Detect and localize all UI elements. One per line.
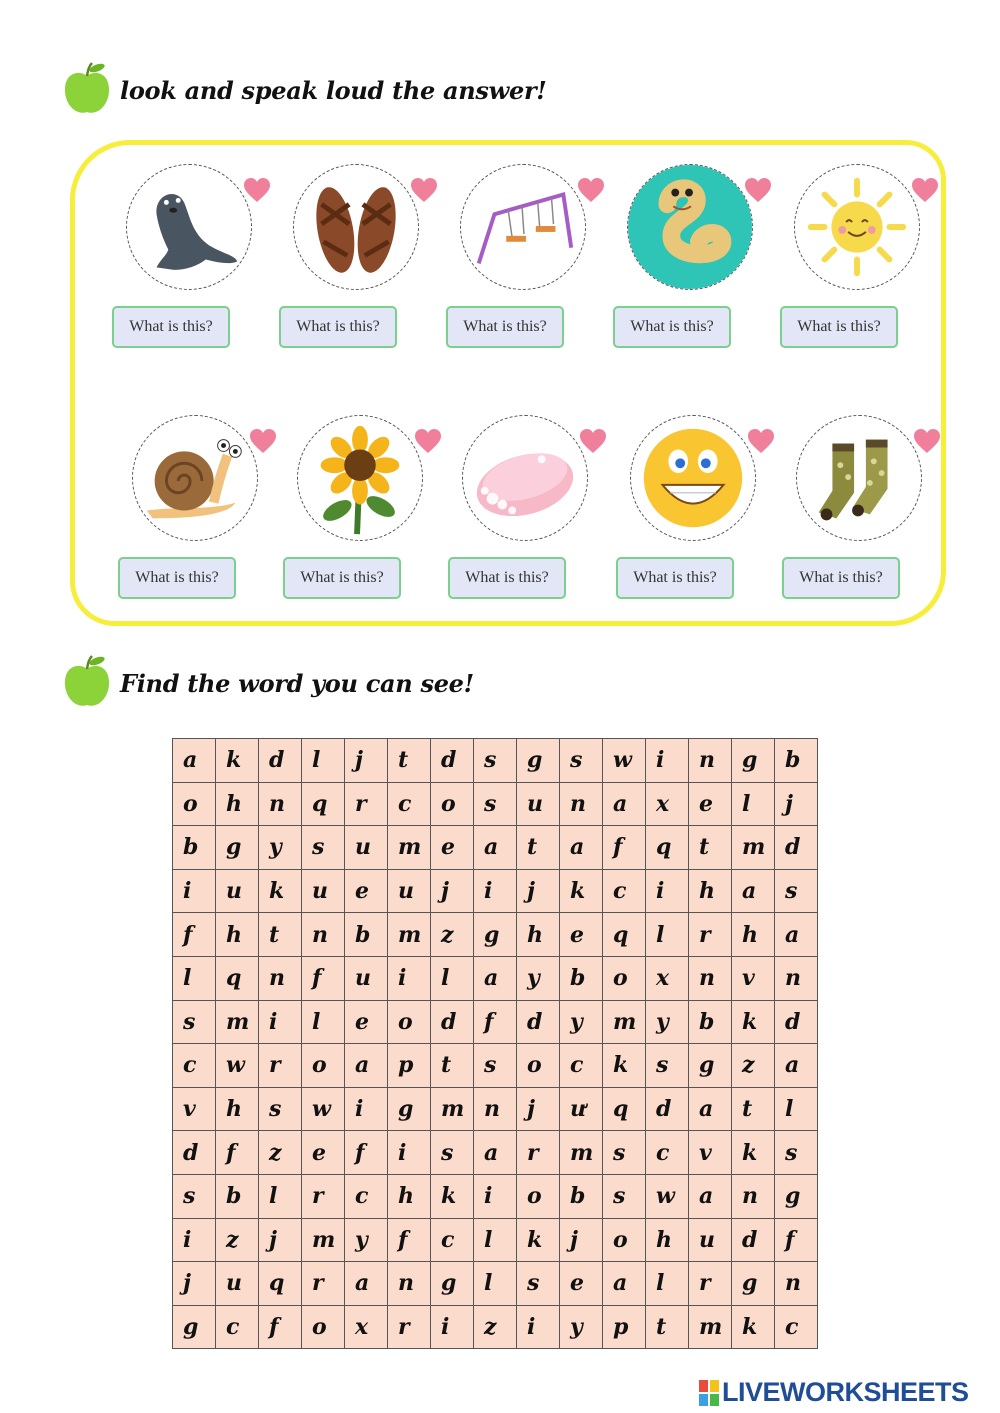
grid-cell[interactable]: u — [216, 1262, 259, 1306]
grid-cell[interactable]: v — [732, 956, 775, 1000]
section-title: Find the word you can see! — [120, 668, 474, 698]
grid-cell[interactable]: s — [259, 1087, 302, 1131]
grid-cell[interactable]: d — [775, 826, 818, 870]
grid-cell[interactable]: e — [560, 913, 603, 957]
grid-cell[interactable]: i — [646, 739, 689, 783]
grid-cell[interactable]: l — [474, 1218, 517, 1262]
grid-cell[interactable]: z — [732, 1044, 775, 1088]
grid-cell[interactable]: l — [259, 1174, 302, 1218]
grid-cell[interactable]: f — [603, 826, 646, 870]
grid-cell[interactable]: s — [173, 1174, 216, 1218]
sunflower-picture — [297, 415, 423, 541]
heart-icon — [746, 427, 776, 455]
grid-cell[interactable]: s — [603, 1131, 646, 1175]
grid-cell[interactable]: s — [431, 1131, 474, 1175]
sandals-picture — [293, 164, 419, 290]
grid-cell[interactable]: i — [431, 1305, 474, 1349]
grid-cell[interactable]: o — [603, 1218, 646, 1262]
heart-icon — [576, 176, 606, 204]
grid-row — [173, 782, 818, 826]
grid-cell[interactable]: k — [732, 1131, 775, 1175]
grid-cell[interactable]: a — [345, 1262, 388, 1306]
grid-cell[interactable]: a — [775, 1044, 818, 1088]
card-socks — [774, 415, 944, 615]
grid-cell[interactable]: c — [560, 1044, 603, 1088]
grid-cell[interactable]: s — [517, 1262, 560, 1306]
grid-cell[interactable]: o — [388, 1000, 431, 1044]
grid-cell[interactable]: c — [345, 1174, 388, 1218]
grid-cell[interactable]: p — [603, 1305, 646, 1349]
grid-cell[interactable]: b — [689, 1000, 732, 1044]
grid-cell[interactable]: n — [474, 1087, 517, 1131]
grid-cell[interactable]: r — [259, 1044, 302, 1088]
grid-cell[interactable]: m — [302, 1218, 345, 1262]
grid-cell[interactable]: s — [173, 1000, 216, 1044]
grid-cell[interactable]: h — [517, 913, 560, 957]
grid-cell[interactable]: s — [646, 1044, 689, 1088]
grid-cell[interactable]: q — [646, 826, 689, 870]
grid-cell[interactable]: i — [517, 1305, 560, 1349]
grid-cell[interactable]: g — [474, 913, 517, 957]
grid-cell[interactable]: m — [431, 1087, 474, 1131]
what-is-this-button[interactable]: What is this? — [448, 557, 566, 599]
grid-cell[interactable]: d — [646, 1087, 689, 1131]
apple-icon — [62, 62, 112, 118]
heart-icon — [578, 427, 608, 455]
grid-cell[interactable]: o — [517, 1174, 560, 1218]
grid-cell[interactable]: ư — [560, 1087, 603, 1131]
grid-cell[interactable]: t — [388, 739, 431, 783]
grid-cell[interactable]: k — [603, 1044, 646, 1088]
grid-cell[interactable]: s — [603, 1174, 646, 1218]
grid-cell[interactable]: t — [646, 1305, 689, 1349]
what-is-this-button[interactable]: What is this? — [446, 306, 564, 348]
grid-cell[interactable]: m — [388, 826, 431, 870]
grid-cell[interactable]: h — [216, 1087, 259, 1131]
grid-row — [173, 1131, 818, 1175]
grid-cell[interactable]: l — [646, 1262, 689, 1306]
grid-cell[interactable]: g — [216, 826, 259, 870]
card-sunflower — [275, 415, 445, 615]
grid-cell[interactable]: n — [689, 956, 732, 1000]
grid-cell[interactable]: b — [173, 826, 216, 870]
grid-cell[interactable]: t — [431, 1044, 474, 1088]
grid-cell[interactable]: i — [345, 1087, 388, 1131]
grid-cell[interactable]: f — [474, 1000, 517, 1044]
grid-cell[interactable]: k — [431, 1174, 474, 1218]
grid-cell[interactable]: f — [302, 956, 345, 1000]
what-is-this-button[interactable]: What is this? — [782, 557, 900, 599]
grid-cell[interactable]: r — [689, 1262, 732, 1306]
grid-cell[interactable]: i — [259, 1000, 302, 1044]
smile-picture — [630, 415, 756, 541]
heart-icon — [409, 176, 439, 204]
grid-cell[interactable]: k — [259, 869, 302, 913]
grid-cell[interactable]: e — [689, 782, 732, 826]
grid-row — [173, 1087, 818, 1131]
grid-cell[interactable]: m — [560, 1131, 603, 1175]
grid-cell[interactable]: h — [216, 913, 259, 957]
grid-cell[interactable]: b — [775, 739, 818, 783]
grid-cell[interactable]: c — [775, 1305, 818, 1349]
grid-cell[interactable]: i — [173, 869, 216, 913]
grid-cell[interactable]: r — [388, 1305, 431, 1349]
swing-picture — [460, 164, 586, 290]
grid-cell[interactable]: s — [560, 739, 603, 783]
grid-row — [173, 1218, 818, 1262]
grid-cell[interactable]: u — [689, 1218, 732, 1262]
grid-cell[interactable]: d — [775, 1000, 818, 1044]
section-title: look and speak loud the answer! — [120, 75, 547, 105]
grid-cell[interactable]: u — [302, 869, 345, 913]
grid-cell[interactable]: t — [517, 826, 560, 870]
grid-cell[interactable]: g — [732, 739, 775, 783]
grid-cell[interactable]: d — [259, 739, 302, 783]
grid-cell[interactable]: z — [474, 1305, 517, 1349]
grid-row — [173, 956, 818, 1000]
grid-cell[interactable]: r — [302, 1262, 345, 1306]
grid-cell[interactable]: f — [388, 1218, 431, 1262]
grid-cell[interactable]: a — [603, 782, 646, 826]
grid-cell[interactable]: q — [259, 1262, 302, 1306]
grid-cell[interactable]: j — [173, 1262, 216, 1306]
grid-cell[interactable]: r — [345, 782, 388, 826]
grid-cell[interactable]: s — [775, 1131, 818, 1175]
socks-picture — [796, 415, 922, 541]
grid-cell[interactable]: c — [603, 869, 646, 913]
grid-cell[interactable]: m — [732, 826, 775, 870]
grid-cell[interactable]: s — [775, 869, 818, 913]
grid-cell[interactable]: u — [216, 869, 259, 913]
grid-cell[interactable]: x — [646, 782, 689, 826]
grid-cell[interactable]: q — [603, 1087, 646, 1131]
grid-cell[interactable]: d — [173, 1131, 216, 1175]
grid-row — [173, 1044, 818, 1088]
grid-cell[interactable]: s — [302, 826, 345, 870]
what-is-this-button[interactable]: What is this? — [112, 306, 230, 348]
grid-cell[interactable]: i — [474, 1174, 517, 1218]
grid-cell[interactable]: n — [259, 956, 302, 1000]
grid-cell[interactable]: h — [732, 913, 775, 957]
grid-cell[interactable]: i — [388, 956, 431, 1000]
grid-cell[interactable]: y — [517, 956, 560, 1000]
grid-cell[interactable]: l — [302, 739, 345, 783]
grid-cell[interactable]: a — [474, 1131, 517, 1175]
grid-cell[interactable]: w — [603, 739, 646, 783]
grid-cell[interactable]: n — [775, 956, 818, 1000]
grid-cell[interactable]: w — [646, 1174, 689, 1218]
grid-cell[interactable]: b — [345, 913, 388, 957]
grid-cell[interactable]: j — [775, 782, 818, 826]
grid-cell[interactable]: a — [345, 1044, 388, 1088]
grid-cell[interactable]: a — [560, 826, 603, 870]
grid-row — [173, 739, 818, 783]
grid-cell[interactable]: k — [216, 739, 259, 783]
grid-cell[interactable]: f — [216, 1131, 259, 1175]
grid-cell[interactable]: h — [646, 1218, 689, 1262]
grid-cell[interactable]: a — [173, 739, 216, 783]
grid-cell[interactable]: v — [173, 1087, 216, 1131]
blocks-logo-icon — [698, 1379, 720, 1407]
grid-cell[interactable]: j — [345, 739, 388, 783]
grid-cell[interactable]: s — [474, 739, 517, 783]
heart-icon — [413, 427, 443, 455]
grid-cell[interactable]: i — [388, 1131, 431, 1175]
snail-picture — [132, 415, 258, 541]
grid-cell[interactable]: e — [345, 869, 388, 913]
what-is-this-button[interactable]: What is this? — [279, 306, 397, 348]
grid-cell[interactable]: g — [517, 739, 560, 783]
grid-cell[interactable]: j — [517, 1087, 560, 1131]
grid-cell[interactable]: n — [732, 1174, 775, 1218]
grid-cell[interactable]: l — [302, 1000, 345, 1044]
grid-cell[interactable]: r — [689, 913, 732, 957]
grid-cell[interactable]: z — [216, 1218, 259, 1262]
grid-cell[interactable]: h — [689, 869, 732, 913]
grid-cell[interactable]: o — [302, 1305, 345, 1349]
grid-cell[interactable]: c — [216, 1305, 259, 1349]
what-is-this-button[interactable]: What is this? — [283, 557, 401, 599]
seal-picture — [126, 164, 252, 290]
card-smile — [608, 415, 778, 615]
grid-cell[interactable]: d — [431, 1000, 474, 1044]
card-snail — [110, 415, 280, 615]
grid-cell[interactable]: y — [560, 1000, 603, 1044]
card-sun — [772, 164, 942, 364]
grid-row — [173, 913, 818, 957]
card-swing — [438, 164, 608, 364]
word-search-grid — [172, 738, 818, 1349]
what-is-this-button[interactable]: What is this? — [616, 557, 734, 599]
card-seal — [104, 164, 274, 364]
grid-cell[interactable]: i — [646, 869, 689, 913]
grid-cell[interactable]: r — [517, 1131, 560, 1175]
grid-row — [173, 1305, 818, 1349]
what-is-this-button[interactable]: What is this? — [613, 306, 731, 348]
grid-cell[interactable]: n — [388, 1262, 431, 1306]
grid-cell[interactable]: a — [775, 913, 818, 957]
heart-icon — [910, 176, 940, 204]
grid-cell[interactable]: d — [431, 739, 474, 783]
grid-cell[interactable]: y — [259, 826, 302, 870]
grid-cell[interactable]: g — [431, 1262, 474, 1306]
grid-cell[interactable]: l — [732, 782, 775, 826]
grid-cell[interactable]: j — [560, 1218, 603, 1262]
grid-cell[interactable]: e — [302, 1131, 345, 1175]
grid-cell[interactable]: e — [431, 826, 474, 870]
what-is-this-button[interactable]: What is this? — [118, 557, 236, 599]
grid-cell[interactable]: e — [560, 1262, 603, 1306]
card-snake — [605, 164, 775, 364]
what-is-this-button[interactable]: What is this? — [780, 306, 898, 348]
grid-cell[interactable]: l — [474, 1262, 517, 1306]
grid-cell[interactable]: x — [646, 956, 689, 1000]
grid-cell[interactable]: m — [689, 1305, 732, 1349]
grid-cell[interactable]: s — [474, 1044, 517, 1088]
grid-cell[interactable]: w — [302, 1087, 345, 1131]
grid-cell[interactable]: y — [646, 1000, 689, 1044]
grid-cell[interactable]: q — [216, 956, 259, 1000]
brand-text: LIVEWORKSHEETS — [722, 1377, 969, 1407]
grid-cell[interactable]: o — [517, 1044, 560, 1088]
soap-picture — [462, 415, 588, 541]
grid-cell[interactable]: u — [345, 826, 388, 870]
grid-cell[interactable]: n — [689, 739, 732, 783]
heart-icon — [912, 427, 942, 455]
grid-cell[interactable]: c — [173, 1044, 216, 1088]
grid-cell[interactable]: h — [388, 1174, 431, 1218]
grid-cell[interactable]: n — [775, 1262, 818, 1306]
grid-row — [173, 1262, 818, 1306]
grid-cell[interactable]: a — [689, 1087, 732, 1131]
grid-cell[interactable]: i — [474, 869, 517, 913]
grid-cell[interactable]: k — [732, 1305, 775, 1349]
grid-cell[interactable]: f — [173, 913, 216, 957]
grid-cell[interactable]: z — [431, 913, 474, 957]
grid-cell[interactable]: y — [345, 1218, 388, 1262]
sun-picture — [794, 164, 920, 290]
grid-cell[interactable]: m — [603, 1000, 646, 1044]
grid-cell[interactable]: g — [775, 1174, 818, 1218]
section-heading-speak — [62, 62, 547, 118]
grid-cell[interactable]: k — [732, 1000, 775, 1044]
grid-cell[interactable]: m — [388, 913, 431, 957]
grid-cell[interactable]: u — [517, 782, 560, 826]
grid-cell[interactable]: g — [732, 1262, 775, 1306]
grid-cell[interactable]: e — [345, 1000, 388, 1044]
apple-icon — [62, 655, 112, 711]
grid-cell[interactable]: b — [560, 956, 603, 1000]
grid-cell[interactable]: a — [474, 826, 517, 870]
grid-cell[interactable]: d — [732, 1218, 775, 1262]
grid-cell[interactable]: d — [517, 1000, 560, 1044]
grid-cell[interactable]: k — [517, 1218, 560, 1262]
section-heading-find — [62, 655, 474, 711]
grid-cell[interactable]: n — [259, 782, 302, 826]
grid-cell[interactable]: q — [302, 782, 345, 826]
grid-cell[interactable]: f — [345, 1131, 388, 1175]
grid-cell[interactable]: l — [431, 956, 474, 1000]
grid-cell[interactable]: o — [302, 1044, 345, 1088]
grid-cell[interactable]: p — [388, 1044, 431, 1088]
grid-cell[interactable]: t — [259, 913, 302, 957]
grid-cell[interactable]: w — [216, 1044, 259, 1088]
card-sandals — [271, 164, 441, 364]
grid-cell[interactable]: a — [603, 1262, 646, 1306]
grid-cell[interactable]: m — [216, 1000, 259, 1044]
grid-cell[interactable]: c — [388, 782, 431, 826]
snake-picture — [627, 164, 753, 290]
grid-cell[interactable]: n — [302, 913, 345, 957]
grid-cell[interactable]: c — [646, 1131, 689, 1175]
grid-cell[interactable]: n — [560, 782, 603, 826]
grid-cell[interactable]: j — [259, 1218, 302, 1262]
heart-icon — [248, 427, 278, 455]
card-soap — [440, 415, 610, 615]
grid-cell[interactable]: s — [474, 782, 517, 826]
grid-cell[interactable]: b — [560, 1174, 603, 1218]
grid-cell[interactable]: f — [259, 1305, 302, 1349]
grid-row — [173, 1000, 818, 1044]
grid-cell[interactable]: t — [732, 1087, 775, 1131]
grid-cell[interactable]: a — [732, 869, 775, 913]
liveworksheets-logo — [698, 1377, 969, 1408]
grid-cell[interactable]: t — [689, 826, 732, 870]
grid-cell[interactable]: b — [216, 1174, 259, 1218]
grid-cell[interactable]: v — [689, 1131, 732, 1175]
grid-cell[interactable]: l — [646, 913, 689, 957]
grid-cell[interactable]: g — [388, 1087, 431, 1131]
grid-cell[interactable]: i — [173, 1218, 216, 1262]
grid-cell[interactable]: a — [689, 1174, 732, 1218]
grid-cell[interactable]: g — [173, 1305, 216, 1349]
grid-cell[interactable]: y — [560, 1305, 603, 1349]
grid-cell[interactable]: r — [302, 1174, 345, 1218]
heart-icon — [242, 176, 272, 204]
grid-cell[interactable]: u — [388, 869, 431, 913]
grid-cell[interactable]: k — [560, 869, 603, 913]
grid-cell[interactable]: z — [259, 1131, 302, 1175]
grid-cell[interactable]: f — [775, 1218, 818, 1262]
grid-cell[interactable]: g — [689, 1044, 732, 1088]
grid-cell[interactable]: u — [345, 956, 388, 1000]
grid-cell[interactable]: c — [431, 1218, 474, 1262]
grid-cell[interactable]: h — [216, 782, 259, 826]
grid-cell[interactable]: j — [431, 869, 474, 913]
grid-row — [173, 826, 818, 870]
grid-cell[interactable]: l — [775, 1087, 818, 1131]
grid-cell[interactable]: a — [474, 956, 517, 1000]
grid-row — [173, 869, 818, 913]
grid-cell[interactable]: q — [603, 913, 646, 957]
heart-icon — [743, 176, 773, 204]
grid-cell[interactable]: o — [173, 782, 216, 826]
grid-cell[interactable]: l — [173, 956, 216, 1000]
grid-row — [173, 1174, 818, 1218]
grid-cell[interactable]: o — [603, 956, 646, 1000]
grid-cell[interactable]: j — [517, 869, 560, 913]
grid-cell[interactable]: o — [431, 782, 474, 826]
grid-cell[interactable]: x — [345, 1305, 388, 1349]
